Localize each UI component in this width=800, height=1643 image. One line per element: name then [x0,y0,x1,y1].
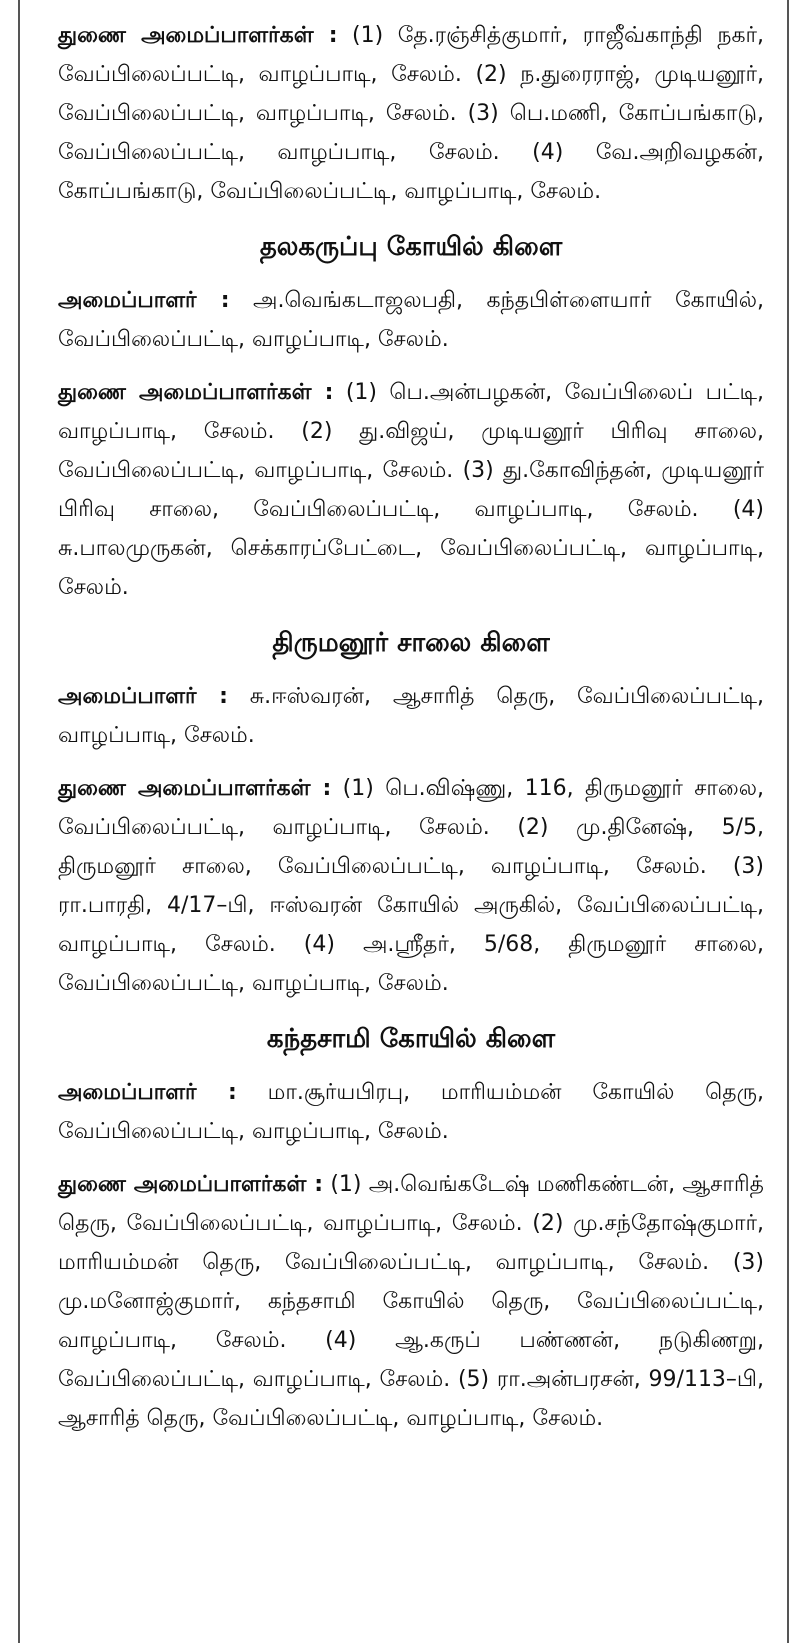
organizer-text: அ.வெங்கடாஜலபதி, கந்தபிள்ளையார் கோயில், வேப்பிலைப்பட்டி, வாழப்பாடி, சேலம். [58,288,764,352]
organizer-paragraph [58,677,764,755]
organizer-text: மா.சூர்யபிரபு, மாரியம்மன் கோயில் தெரு, வேப்பிலைப்பட்டி, வாழப்பாடி, சேலம். [58,1080,764,1144]
deputy-organizers-paragraph [58,769,764,1003]
deputy-organizers-text: (1) பெ.விஷ்ணு, 116, திருமனூர் சாலை, வேப்பிலைப்பட்டி, வாழப்பாடி, சேலம். (2) மு.தினேஷ், 5/5, திருமனூர் சாலை, வேப்பிலைப்பட்டி, வாழப்பாடி, சேலம். (3) ரா.பாரதி, 4/17–பி, ஈஸ்வரன் கோயில் அருகில், வேப்பிலைப்பட்டி, வாழப்பாடி, சேலம். (4) அ.ஸ்ரீதர், 5/68, திருமனூர் சாலை, வேப்பிலைப்பட்டி, வாழப்பாடி, சேலம். [58,776,764,996]
deputy-organizers-text: (1) பெ.அன்பழகன், வேப்பிலைப் பட்டி, வாழப்பாடி, சேலம். (2) து.விஜய், முடியனூர் பிரிவு சாலை, வேப்பிலைப்பட்டி, வாழப்பாடி, சேலம். (3) து.கோவிந்தன், முடியனூர் பிரிவு சாலை, வேப்பிலைப்பட்டி, வாழப்பாடி, சேலம். (4) சு.பாலமுருகன், செக்காரப்பேட்டை, வேப்பிலைப்பட்டி, வாழப்பாடி, சேலம். [58,380,765,600]
section-heading-thalakaruppu: தலகருப்பு கோயில் கிளை [259,232,563,262]
section-heading-thirumanur: திருமனூர் சாலை கிளை [272,628,550,658]
deputy-organizers-label: துணை அமைப்பாளர்கள் : [58,776,332,801]
left-border-rule [18,0,20,1643]
organizer-paragraph [58,281,764,359]
section-heading-kandasamy: கந்தசாமி கோயில் கிளை [266,1024,556,1054]
deputy-organizers-text: (1) தே.ரஞ்சித்குமார், ராஜீவ்காந்தி நகர், வேப்பிலைப்பட்டி, வாழப்பாடி, சேலம். (2) ந.துரைராஜ், முடியனூர், வேப்பிலைப்பட்டி, வாழப்பாடி, சேலம். (3) பெ.மணி, கோப்பங்காடு, வேப்பிலைப்பட்டி, வாழப்பாடி, சேலம். (4) வே.அறிவழகன், கோப்பங்காடு, வேப்பிலைப்பட்டி, வாழப்பாடி, சேலம். [58,23,764,204]
deputy-organizers-label: துணை அமைப்பாளர்கள் : [58,23,338,48]
organizer-label: அமைப்பாளர் : [58,684,228,709]
deputy-organizers-paragraph [58,16,764,211]
organizer-label: அமைப்பாளர் : [58,288,230,313]
organizer-text: சு.ஈஸ்வரன், ஆசாரித் தெரு, வேப்பிலைப்பட்டி, வாழப்பாடி, சேலம். [58,684,765,748]
deputy-organizers-text: (1) அ.வெங்கடேஷ் மணிகண்டன், ஆசாரித் தெரு, வேப்பிலைப்பட்டி, வாழப்பாடி, சேலம். (2) மு.சந்தோஷ்குமார், மாரியம்மன் தெரு, வேப்பிலைப்பட்டி, வாழப்பாடி, சேலம். (3) மு.மனோஜ்குமார், கந்தசாமி கோயில் தெரு, வேப்பிலைப்பட்டி, வாழப்பாடி, சேலம். (4) ஆ.கருப் பண்ணன், நடுகிணறு, வேப்பிலைப்பட்டி, வாழப்பாடி, சேலம். (5) ரா.அன்பரசன், 99/113–பி, ஆசாரித் தெரு, வேப்பிலைப்பட்டி, வாழப்பாடி, சேலம். [58,1172,765,1431]
organizer-label: அமைப்பாளர் : [58,1080,237,1105]
deputy-organizers-paragraph [58,1165,764,1438]
text-column [58,16,764,1452]
deputy-organizers-paragraph [58,373,764,607]
organizer-paragraph [58,1073,764,1151]
deputy-organizers-label: துணை அமைப்பாளர்கள் : [58,1172,324,1197]
deputy-organizers-label: துணை அமைப்பாளர்கள் : [58,380,334,405]
right-border-rule [787,0,789,1643]
